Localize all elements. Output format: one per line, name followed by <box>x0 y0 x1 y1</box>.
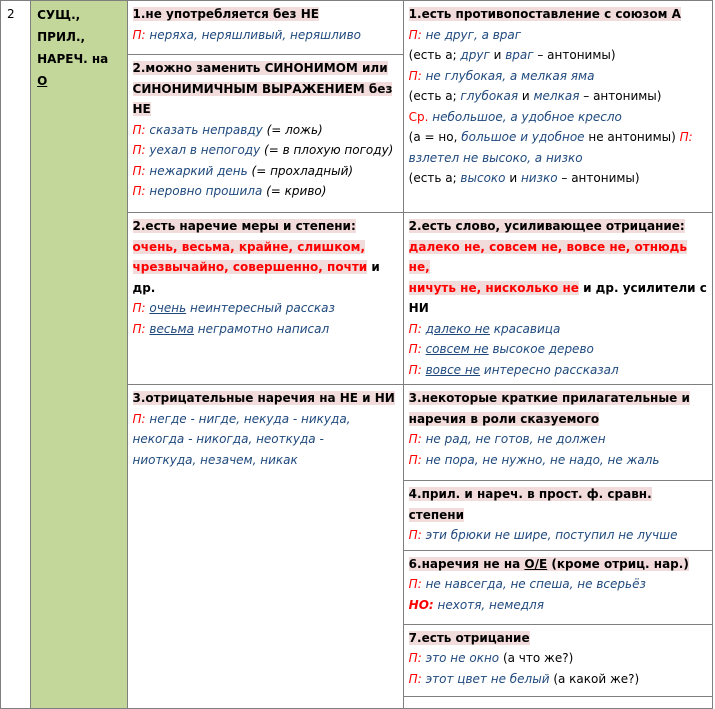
right-rule-2-cell: 2.есть слово, усиливающее отрицание: далеко не, совсем не, вовсе не, отнюдь не, ничуть не, нисколько не и др. усилители с НИ П: далеко не красавица П: совсем не высокое дерево П: вовсе не интересно рассказал <box>403 213 712 385</box>
right-rule-1-title: 1.есть противопоставление с союзом А <box>408 7 681 21</box>
rule-1-example: П: неряха, неряшливый, неряшливо <box>132 27 361 42</box>
right-rule-6-cell: 6.наречия не на О/Е (кроме отриц. нар.) П: не навсегда, не спеша, не всерьёз НО: нехотя, немедля <box>403 550 712 624</box>
rule-2-title: 2.можно заменить СИНОНИМОМ или СИНОНИМИЧНЫМ ВЫРАЖЕНИЕМ без НЕ <box>132 61 393 116</box>
rule-3-cell: 2.есть наречие меры и степени: очень, весьма, крайне, слишком, чрезвычайно, совершенно, почти и др. П: очень неинтересный рассказ П: весьма неграмотно написал <box>127 213 403 385</box>
rule-4-title: 3.отрицательные наречия на НЕ и НИ <box>132 391 395 405</box>
right-rule-7-cell: 7.есть отрицание П: это не окно (а что же?) П: этот цвет не белый (а какой же?) <box>403 624 712 696</box>
row-number: 2 <box>7 7 15 21</box>
right-rule-3-cell: 3.некоторые краткие прилагательные и наречия в роли сказуемого П: не рад, не готов, не должен П: не пора, не нужно, не надо, не жаль <box>403 385 712 481</box>
category-label: СУЩ., ПРИЛ., НАРЕЧ. на О <box>37 8 109 88</box>
rule-1-title: 1.не употребляется без НЕ <box>132 7 319 21</box>
rule-4-cell: 3.отрицательные наречия на НЕ и НИ П: негде - нигде, некуда - никуда, некогда - никогда, неоткуда - ниоткуда, незачем, никак <box>127 385 403 709</box>
right-rule-3-title: 3.некоторые краткие прилагательные и наречия в роли сказуемого <box>408 391 690 426</box>
bottom-spacer-cell <box>403 696 712 708</box>
category-cell <box>31 1 127 709</box>
rule-1-cell <box>127 1 403 55</box>
right-rule-7-title: 7.есть отрицание <box>408 630 530 645</box>
right-rule-4-title: 4.прил. и нареч. в прост. ф. сравн. степени <box>408 487 652 522</box>
right-rule-1-cell: 1.есть противопоставление с союзом А П: не друг, а враг (есть а; друг и враг – антонимы) П: не глубокая, а мелкая яма (есть а; глубокая и мелкая – антонимы) Ср. небольшое, а удобное кресло (а = но, большое и удобное не антонимы) П: взлетел не высоко, а низко (есть а; высоко и низко – антонимы) <box>403 1 712 213</box>
right-rule-4-cell: 4.прил. и нареч. в прост. ф. сравн. степени П: эти брюки не шире, поступил не лучше <box>403 481 712 551</box>
right-rule-6-title: 6.наречия не на О/Е (кроме отриц. нар.) <box>408 556 689 571</box>
rule-3-title: 2.есть наречие меры и степени: <box>132 219 356 233</box>
right-rule-2-title: 2.есть слово, усиливающее отрицание: <box>408 219 685 233</box>
rule-2-cell: 2.можно заменить СИНОНИМОМ или СИНОНИМИЧНЫМ ВЫРАЖЕНИЕМ без НЕ П: сказать неправду (= ложь) П: уехал в непогоду (= в плохую погоду) П: нежаркий день (= прохладный) П: неровно прошила (= криво) <box>127 55 403 213</box>
row-number-cell <box>1 1 31 709</box>
